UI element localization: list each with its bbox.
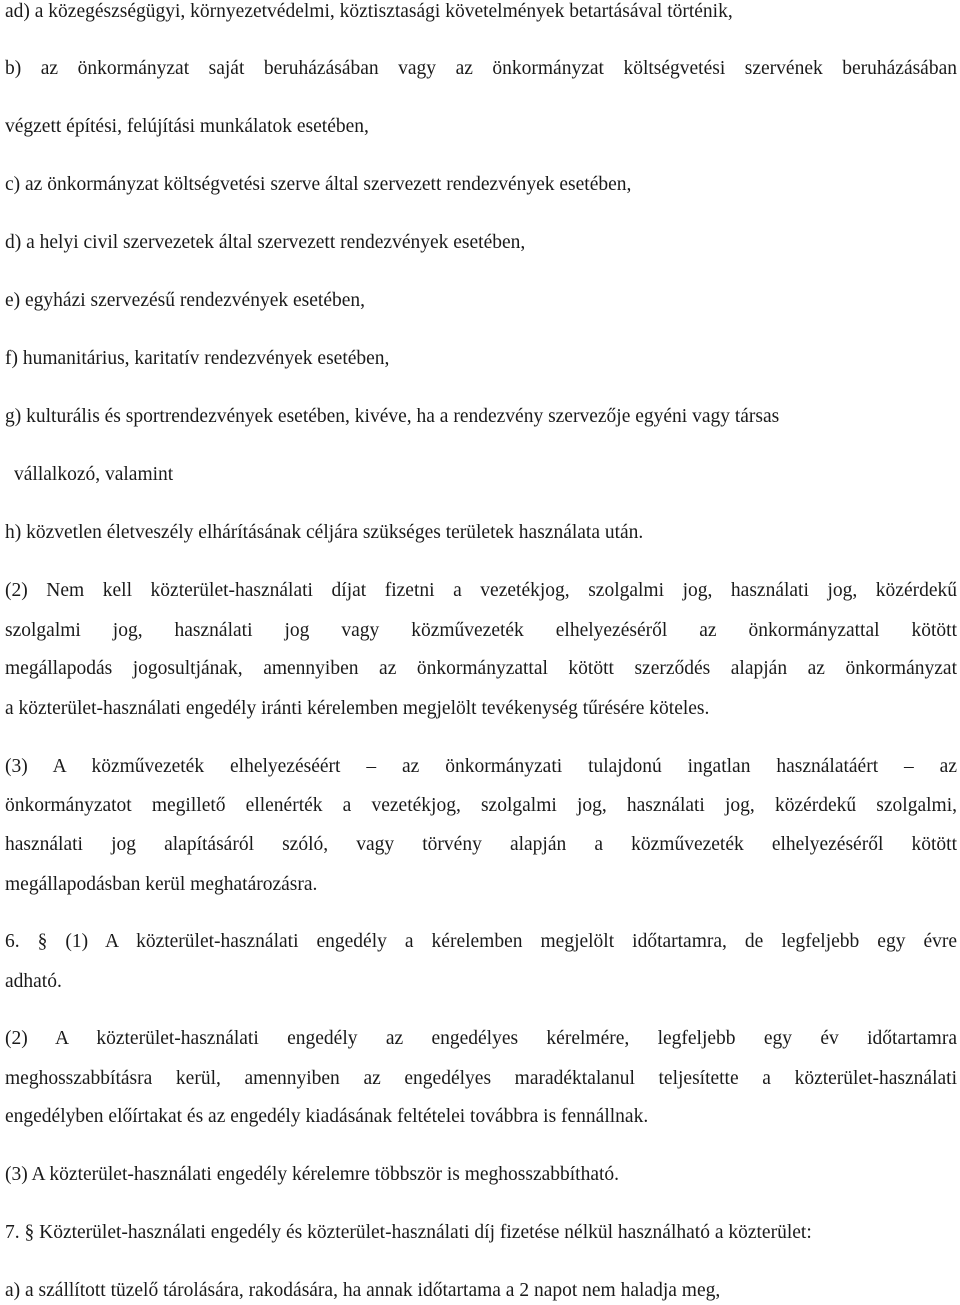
section-6-line-2: adható. [5,971,62,992]
text-line-e: e) egyházi szervezésű rendezvények esetében, [5,290,365,311]
paragraph-3-line-1: (3) A közművezeték elhelyezéséért – az önkormányzati tulajdonú ingatlan használatáért – az [5,756,957,777]
text-line-b-cont: végzett építési, felújítási munkálatok esetében, [5,116,369,137]
text-line-ad: ad) a közegészségügyi, környezetvédelmi, köztisztasági követelmények betartásával történik, [5,1,733,22]
paragraph-2-line-3: megállapodás jogosultjának, amennyiben az önkormányzattal kötött szerződés alapján az önkormányzat [5,658,957,679]
text-line-c: c) az önkormányzat költségvetési szerve által szervezett rendezvények esetében, [5,174,632,195]
paragraph-2-line-2: szolgalmi jog, használati jog vagy közművezeték elhelyezéséről az önkormányzattal kötött [5,620,957,641]
paragraph-3-line-4: megállapodásban kerül meghatározásra. [5,874,318,895]
section-6-line-1: 6. § (1) A közterület-használati engedély a kérelemben megjelölt időtartamra, de legfeljebb egy évre [5,931,957,952]
text-line-d: d) a helyi civil szervezetek által szervezett rendezvények esetében, [5,232,526,253]
section-6-3-line: (3) A közterület-használati engedély kérelemre többször is meghosszabbítható. [5,1164,620,1185]
section-6-2-line-2: meghosszabbításra kerül, amennyiben az engedélyes maradéktalanul teljesítette a közterület-használati [5,1068,957,1089]
text-line-h: h) közvetlen életveszély elhárításának céljára szükséges területek használata után. [5,522,644,543]
paragraph-2-line-1: (2) Nem kell közterület-használati díjat fizetni a vezetékjog, szolgalmi jog, használati jog, közérdekű [5,580,957,601]
section-6-2-line-3: engedélyben előírtakat és az engedély kiadásának feltételei továbbra is fennállnak. [5,1106,649,1127]
text-line-f: f) humanitárius, karitatív rendezvények esetében, [5,348,390,369]
text-line-g: g) kulturális és sportrendezvények esetében, kivéve, ha a rendezvény szervezője egyéni vagy társas [5,406,780,427]
paragraph-3-line-2: önkormányzatot megillető ellenérték a vezetékjog, szolgalmi jog, használati jog, közérdekű szolgalmi, [5,795,957,816]
section-6-2-line-1: (2) A közterület-használati engedély az engedélyes kérelmére, legfeljebb egy év időtartamra [5,1028,957,1049]
text-line-b: b) az önkormányzat saját beruházásában vagy az önkormányzat költségvetési szervének beruházásában [5,58,957,79]
text-line-g-cont: vállalkozó, valamint [14,464,174,485]
section-7-a-line: a) a szállított tüzelő tárolására, rakodására, ha annak időtartama a 2 napot nem haladja meg, [5,1280,721,1301]
paragraph-3-line-3: használati jog alapításáról szóló, vagy törvény alapján a közművezeték elhelyezéséről kötött [5,834,957,855]
section-7-line: 7. § Közterület-használati engedély és közterület-használati díj fizetése nélkül használható a közterület: [5,1222,812,1243]
paragraph-2-line-4: a közterület-használati engedély iránti kérelemben megjelölt tevékenység tűrésére köteles. [5,698,710,719]
